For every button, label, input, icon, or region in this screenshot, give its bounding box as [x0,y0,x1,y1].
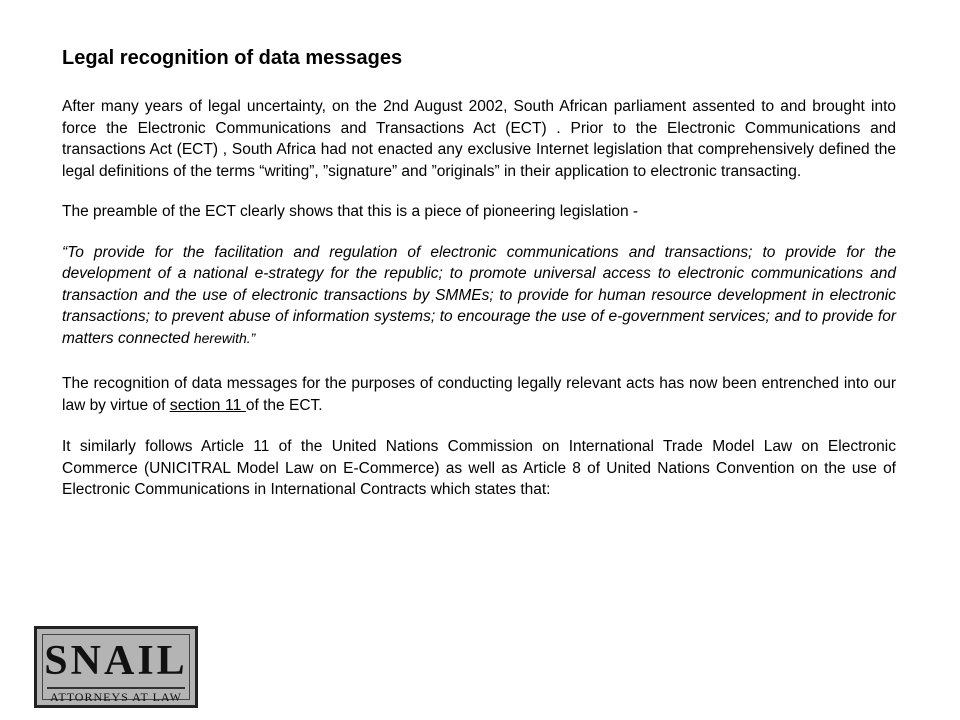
quote-tail: herewith.” [193,329,256,346]
intro-paragraph: After many years of legal uncertainty, on the 2nd August 2002, South African parliament assented to and brought into force the Electronic Communications and Transactions Act (ECT) . Prior to the Electronic Communications and transactions Act (ECT) , South Africa had not enacted any exclusive Internet legislation that comprehensively defined the legal definitions of the terms “writing”, ”signature” and ”originals” in their application to electronic transacting. [62,98,896,180]
page-title: Legal recognition of data messages [62,47,403,69]
quote-text: “To provide for the facilitation and regulation of electronic communications and transactions; to provide for the development of a national e-strategy for the republic; to promote universal access to electronic communications and transaction and the use of electronic transactions by SMMEs; to provide for human resource development in electronic transactions; to prevent abuse of information systems; to encourage the use of e-government services; and to provide for matters connected [62,243,896,347]
slide-content [62,44,896,501]
recognition-text: The recognition of data messages for the purposes of conducting legally relevant acts has now been entrenched into our law by virtue of [62,375,896,414]
snail-logo [34,626,198,708]
recognition-text-end: of the ECT. [245,396,323,414]
article-paragraph: It similarly follows Article 11 of the United Nations Commission on International Trade Model Law on Electronic Commerce (UNICITRAL Model Law on E-Commerce) as well as Article 8 of United Nations Convention on the use of Electronic Communications in International Contracts which states that: [62,438,896,498]
preamble-paragraph: The preamble of the ECT clearly shows that this is a piece of pioneering legislation - [62,203,639,220]
logo-frame [42,634,190,704]
logo-name: SNAIL [44,638,188,684]
recognition-paragraph [62,373,896,416]
preamble-quote [62,242,896,350]
logo-divider [47,687,185,689]
logo-tagline: ATTORNEYS AT LAW [50,690,182,704]
section-11-link[interactable]: section 11 [169,396,246,414]
